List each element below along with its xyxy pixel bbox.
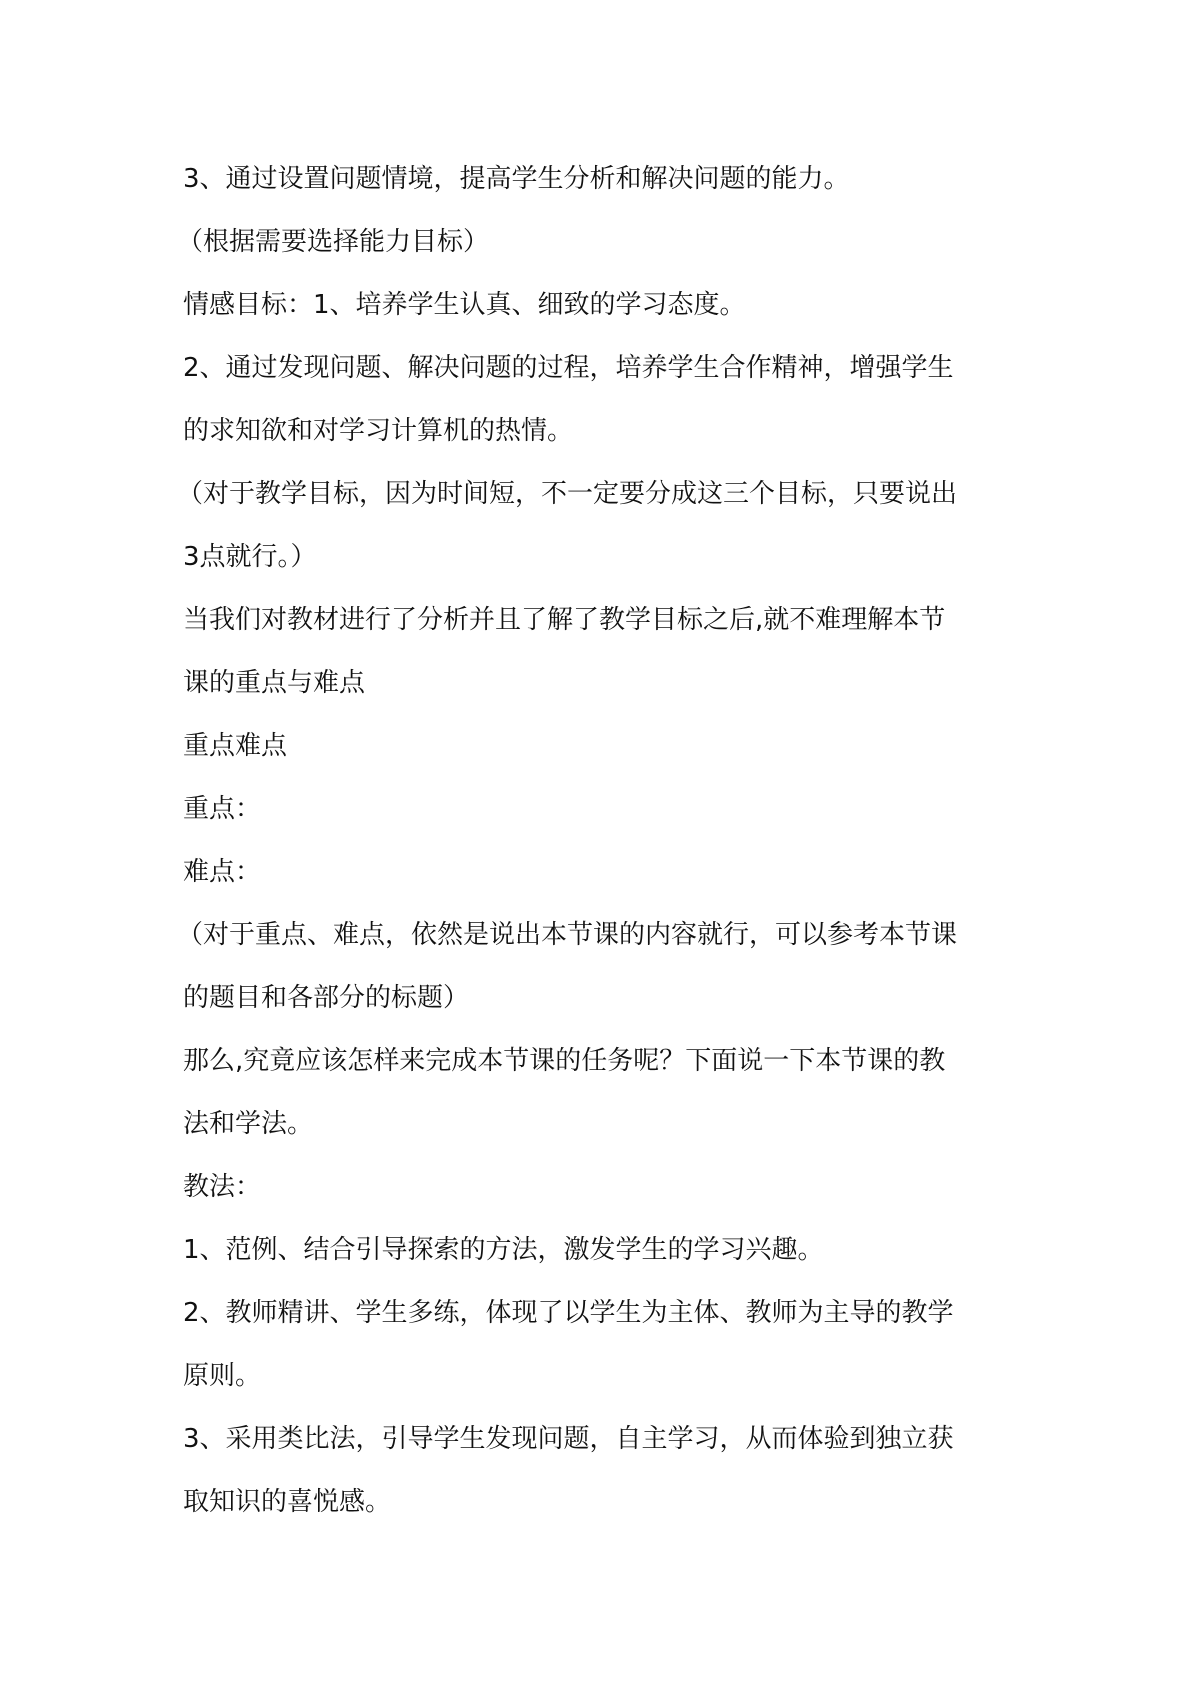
text-line: 的求知欲和对学习计算机的热情。 (183, 416, 574, 446)
text-line: 教法： (183, 1172, 262, 1202)
text-line: 当我们对教材进行了分析并且了解了教学目标之后,就不难理解本节 (183, 605, 946, 635)
text-line: 1、范例、结合引导探索的方法，激发学生的学习兴趣。 (183, 1235, 824, 1265)
text-line: 原则。 (183, 1361, 262, 1391)
text-line: （对于重点、难点，依然是说出本节课的内容就行，可以参考本节课 (177, 920, 958, 950)
text-line: 法和学法。 (183, 1109, 314, 1139)
text-line: 重点难点 (183, 731, 288, 761)
text-line: （对于教学目标，因为时间短，不一定要分成这三个目标，只要说出 (177, 479, 958, 509)
text-line: 那么,究竟应该怎样来完成本节课的任务呢？下面说一下本节课的教 (183, 1046, 946, 1076)
text-line: 难点： (183, 857, 262, 887)
text-line: 课的重点与难点 (183, 668, 366, 698)
text-line: 2、教师精讲、学生多练，体现了以学生为主体、教师为主导的教学 (183, 1298, 954, 1328)
text-line: 取知识的喜悦感。 (183, 1487, 392, 1517)
document-body (177, 148, 1023, 1534)
text-line: 重点： (183, 794, 262, 824)
text-line: 2、通过发现问题、解决问题的过程，培养学生合作精神，增强学生 (183, 353, 954, 383)
text-line: 的题目和各部分的标题） (183, 983, 470, 1013)
text-line: 3、通过设置问题情境，提高学生分析和解决问题的能力。 (183, 164, 850, 194)
text-line: 3、采用类比法，引导学生发现问题，自主学习，从而体验到独立获 (183, 1424, 954, 1454)
text-line: （根据需要选择能力目标） (177, 227, 490, 257)
text-line: 3点就行。） (183, 542, 317, 572)
text-line: 情感目标：1、培养学生认真、细致的学习态度。 (183, 290, 746, 320)
